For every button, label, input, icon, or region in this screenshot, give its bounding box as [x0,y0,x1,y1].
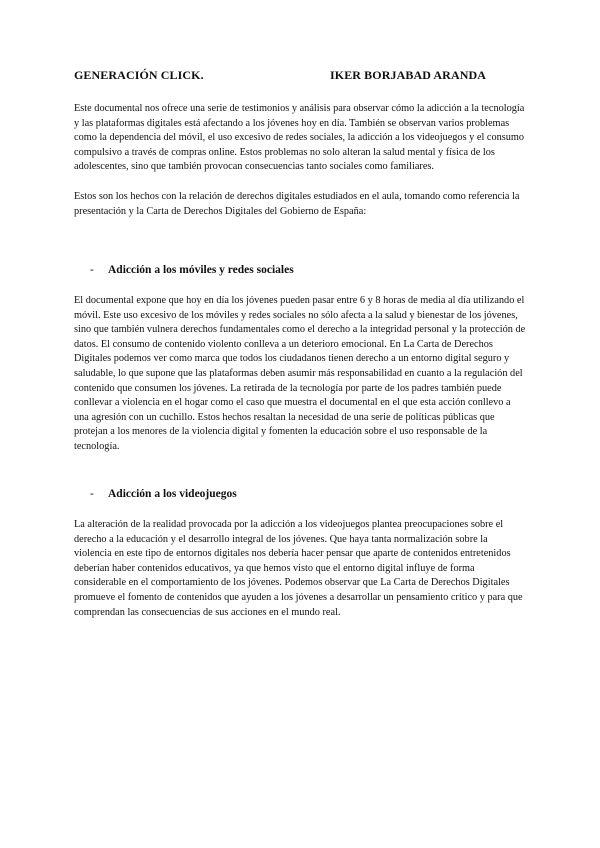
document-title: GENERACIÓN CLICK. [74,68,204,82]
intro-paragraph: Este documental nos ofrece una serie de testimonios y análisis para observar cómo la adicción a la tecnología y las plataformas digitales está afectando a los jóvenes hoy en día. También se observan varios problemas como la dependencia del móvil, el uso excesivo de redes sociales, la adicción a los videojuegos y el consumo compulsivo a través de compras online. Estos problemas no solo alteran la salud mental y física de los adolescentes, sino que también provocan consecuencias tanto sociales como familiares. [74,103,525,173]
intro-paragraph-2: Estos son los hechos con la relación de derechos digitales estudiados en el aula, tomando como referencia la presentación y la Carta de Derechos Digitales del Gobierno de España: [74,191,520,217]
section-body: El documental expone que hoy en día los jóvenes pueden pasar entre 6 y 8 horas de media al día utilizando el móvil. Este uso excesivo de los móviles y redes sociales no sólo afecta a la salud y bienestar de los jóvenes, sino que también vulnera derechos fundamentales como el derecho a la integridad personal y la protección de datos. El consumo de contenido violento conlleva a un deterioro emocional. En La Carta de Derechos Digitales podemos ver como marca que todos los ciudadanos tienen derecho a un entorno digital seguro y saludable, lo que supone que las plataformas deben asumir más responsabilidad en cuanto a la regulación del contenido que consumen los jóvenes. La retirada de la tecnología por parte de los padres también puede conllevar a violencia en el hogar como el caso que muestra el documental en el que esta acción conllevo a una agresión con un cuchillo. Estos hechos resaltan la necesidad de una serie de políticas públicas que protejan a los menores de la violencia digital y fomenten la educación sobre el uso responsable de la tecnología. [74,295,526,452]
author-name: IKER BORJABAD ARANDA [330,68,487,82]
bullet-dash: - [90,488,94,500]
section-heading [90,264,294,276]
section-body: La alteración de la realidad provocada por la adicción a los videojuegos plantea preocupaciones sobre el derecho a la educación y el desarrollo integral de los jóvenes. Que haya tanta normalización sobre la violencia en este tipo de entornos digitales nos debería hacer pensar que aparte de contenidos entretenidos deberían haber contenidos educativos, ya que hemos visto que el entorno digital influye de forma considerable en el comportamiento de los jóvenes. Podemos observar que La Carta de Derechos Digitales promueve el fomento de contenidos que ayuden a los jóvenes a desarrollar un pensamiento crítico y para que comprendan las consecuencias de sus acciones en el mundo real. [74,519,523,618]
bullet-dash: - [90,264,94,276]
section-heading-text: Adicción a los videojuegos [108,488,237,500]
section-heading [90,488,237,500]
section-heading-text: Adicción a los móviles y redes sociales [108,264,294,276]
